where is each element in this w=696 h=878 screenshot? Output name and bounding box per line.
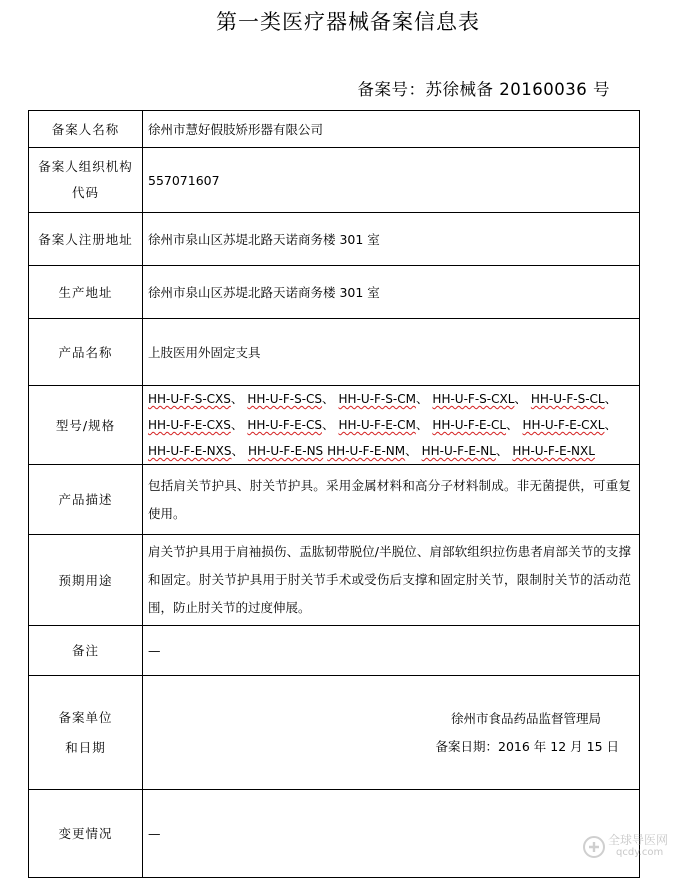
record-number: 备案号：苏徐械备 20160036 号 [357, 80, 610, 99]
model-separator: 、 [322, 391, 339, 406]
model-code: HH-U-F-S-CM [338, 392, 416, 406]
label-org-code [29, 148, 143, 213]
model-code: HH-U-F-E-NXS [148, 444, 232, 458]
value-model-spec [143, 386, 640, 465]
label-remarks: 备注 [29, 626, 143, 676]
model-separator: 、 [495, 443, 513, 458]
table-row [29, 266, 640, 319]
intended-use-text: 肩关节护具用于肩袖损伤、盂肱韧带脱位/半脱位、肩部软组织拉伤患者肩部关节的支撑和固定。肘关节护具用于肘关节手术或受伤后支撑和固定肘关节，限制肘关节的活动范围，防止肘关节的过度伸展。 [148, 544, 631, 615]
watermark-site-url: qcdy.com [616, 847, 664, 858]
model-separator: 、 [415, 417, 433, 432]
record-table [28, 110, 640, 878]
model-code: HH-U-F-S-CL [530, 392, 605, 406]
value-production-address: 徐州市泉山区苏堤北路天诺商务楼 301 室 [143, 266, 640, 319]
table-row [29, 465, 640, 535]
label-filing-unit-date [29, 676, 143, 790]
model-code: HH-U-F-E-NXL [512, 444, 595, 458]
filing-unit-block [148, 705, 631, 761]
document-title: 第一类医疗器械备案信息表 [216, 10, 480, 34]
label-change-history: 变更情况 [29, 790, 143, 878]
model-code: HH-U-F-E-NM [327, 444, 406, 458]
value-remarks: — [143, 626, 640, 676]
value-product-description [143, 465, 640, 535]
model-separator: 、 [230, 391, 248, 406]
label-filing-unit-line1: 备案单位 [58, 709, 113, 725]
model-code: HH-U-F-E-NS [247, 444, 324, 458]
model-separator: 、 [405, 443, 422, 458]
label-production-address: 生产地址 [29, 266, 143, 319]
label-org-code-line2: 代码 [71, 185, 99, 200]
label-model-spec: 型号/规格 [29, 386, 143, 465]
table-row [29, 386, 640, 465]
model-separator: 、 [514, 391, 531, 406]
label-applicant-name: 备案人名称 [29, 111, 143, 148]
label-org-code-line1: 备案人组织机构 [38, 159, 133, 174]
table-row [29, 213, 640, 266]
product-description-text: 包括肩关节护具、肘关节护具。采用金属材料和高分子材料制成。非无菌提供，可重复使用。 [148, 477, 631, 521]
model-code: HH-U-F-E-CXS [148, 418, 231, 432]
value-registered-address: 徐州市泉山区苏堤北路天诺商务楼 301 室 [143, 213, 640, 266]
watermark-site-name: 全球导医网 [608, 833, 669, 847]
model-code: HH-U-F-E-CXL [522, 418, 605, 432]
table-row [29, 535, 640, 626]
model-code: HH-U-F-E-CS [247, 418, 322, 432]
table-row [29, 148, 640, 213]
table-row [29, 790, 640, 878]
model-separator: 、 [604, 391, 618, 406]
model-code: HH-U-F-S-CS [247, 392, 323, 406]
table-row [29, 676, 640, 790]
label-intended-use: 预期用途 [29, 535, 143, 626]
model-separator: 、 [321, 417, 339, 432]
model-separator: 、 [230, 417, 248, 432]
label-registered-address: 备案人注册地址 [29, 213, 143, 266]
model-separator: 、 [506, 417, 523, 432]
table-row [29, 319, 640, 386]
model-code: HH-U-F-E-NL [421, 444, 496, 458]
model-separator: 、 [604, 417, 617, 432]
site-watermark [582, 833, 694, 861]
label-product-name: 产品名称 [29, 319, 143, 386]
filing-date: 备案日期：2016 年 12 月 15 日 [435, 738, 619, 754]
value-change-history: — [143, 790, 640, 878]
model-code: HH-U-F-S-CXL [432, 392, 515, 406]
value-filing-unit-date [143, 676, 640, 790]
filing-unit-name: 徐州市食品药品监督管理局 [450, 710, 601, 726]
value-product-name: 上肢医用外固定支具 [143, 319, 640, 386]
label-filing-unit-line2: 和日期 [65, 739, 106, 755]
value-applicant-name: 徐州市慧好假肢矫形器有限公司 [143, 111, 640, 148]
site-logo-icon [582, 835, 606, 859]
model-separator: 、 [415, 391, 433, 406]
model-code: HH-U-F-S-CXS [148, 392, 231, 406]
value-org-code: 557071607 [143, 148, 640, 213]
model-separator: 、 [231, 443, 248, 458]
model-code: HH-U-F-E-CM [338, 418, 416, 432]
model-list [148, 386, 631, 464]
label-product-description: 产品描述 [29, 465, 143, 535]
table-row [29, 111, 640, 148]
table-row [29, 626, 640, 676]
value-intended-use [143, 535, 640, 626]
model-code: HH-U-F-E-CL [432, 418, 507, 432]
